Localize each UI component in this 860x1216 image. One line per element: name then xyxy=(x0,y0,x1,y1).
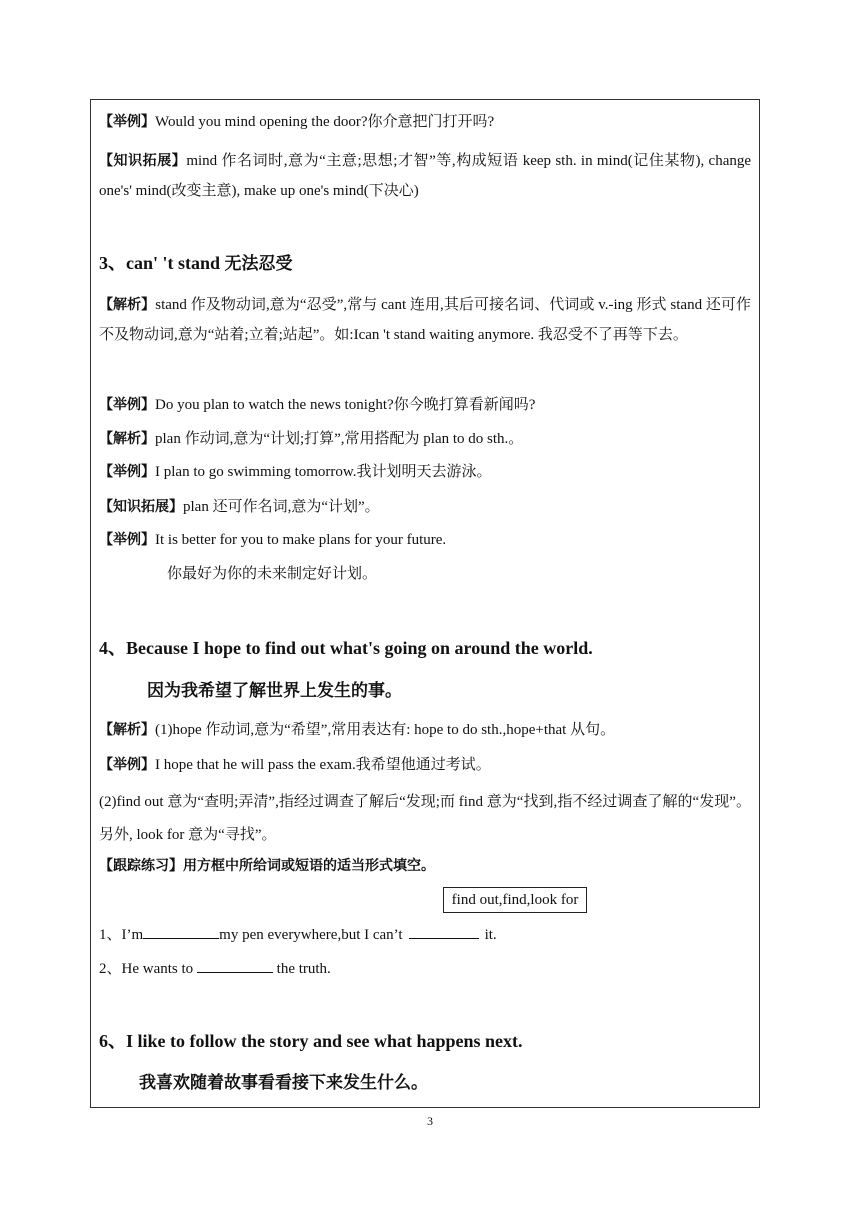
example-tag: 【举例】 xyxy=(99,397,155,413)
example-line xyxy=(99,462,751,482)
analysis-hope xyxy=(99,720,751,740)
extension-tag: 【知识拓展】 xyxy=(99,499,183,515)
content-table-cell xyxy=(90,99,760,1108)
extension-tag: 【知识拓展】 xyxy=(99,153,187,169)
example-line xyxy=(99,530,751,550)
analysis-plan xyxy=(99,429,751,449)
practice-text: 用方框中所给词或短语的适当形式填空。 xyxy=(183,858,435,874)
extension-text: plan 还可作名词,意为“计划”。 xyxy=(183,499,380,515)
section-4-heading-cn xyxy=(99,678,751,703)
example-tag: 【举例】 xyxy=(99,532,155,548)
exercise-1-blank-2[interactable] xyxy=(409,924,479,939)
exercise-2-start: 2、He wants to xyxy=(99,961,194,977)
exercise-1-blank-1[interactable] xyxy=(143,924,219,939)
section-6-heading-cn xyxy=(99,1070,751,1095)
analysis-tag: 【解析】 xyxy=(99,297,156,313)
example-translation: 你最好为你的未来制定好计划。 xyxy=(167,566,378,582)
example-text: I hope that he will pass the exam.我希望他通过考试。 xyxy=(155,757,491,773)
analysis-text: (1)hope 作动词,意为“希望”,常用表达有: hope to do sth.,hope+that 从句。 xyxy=(155,722,616,738)
knowledge-extension xyxy=(99,497,751,517)
section-3-title: 3、can' 't stand xyxy=(99,253,225,273)
extension-text: mind 作名词时,意为“主意;思想;才智”等,构成短语 keep sth. in mind(记住某物), change one's' mind(改变主意), make up one's mind(下决心) xyxy=(99,153,752,199)
word-box: find out,find,look for xyxy=(443,887,588,913)
example-line xyxy=(99,395,751,415)
practice-instruction xyxy=(99,856,751,876)
exercise-2-end: the truth. xyxy=(276,961,331,977)
analysis-text: stand 作及物动词,意为“忍受”,常与 cant 连用,其后可接名词、代词或 v.-ing 形式 stand 还可作不及物动词,意为“站着;立着;站起”。如:Ican 't stand waiting anymore. 我忍受不了再等下去。 xyxy=(99,297,751,343)
knowledge-extension xyxy=(99,146,751,206)
example-line xyxy=(99,755,751,775)
example-tag: 【举例】 xyxy=(99,114,155,130)
example-text: It is better for you to make plans for your future. xyxy=(155,532,447,548)
exercise-1 xyxy=(99,924,751,945)
analysis-text: plan 作动词,意为“计划;打算”,常用搭配为 plan to do sth.。 xyxy=(155,431,524,447)
section-3-title-cn: 无法忍受 xyxy=(224,254,293,274)
analysis-find-out: (2)find out 意为“查明;弄清”,指经过调查了解后“发现;而 find 意为“找到,指不经过调查了解的“发现”。另外, look for 意为“寻找”。 xyxy=(99,794,751,843)
word-box-row xyxy=(91,887,759,913)
page-number: 3 xyxy=(427,1114,433,1128)
exercise-1-middle: my pen everywhere,but I can’t xyxy=(219,927,403,943)
section-4-title-cn: 因为我希望了解世界上发生的事。 xyxy=(147,681,402,701)
analysis-stand xyxy=(99,290,751,350)
section-6-title-cn: 我喜欢随着故事看看接下来发生什么。 xyxy=(139,1073,428,1093)
example-line xyxy=(99,112,751,132)
section-6-heading: 6、I like to follow the story and see what happens next. xyxy=(99,1031,523,1051)
analysis-tag: 【解析】 xyxy=(99,722,155,738)
exercise-2-blank[interactable] xyxy=(197,958,273,973)
example-text: Do you plan to watch the news tonight?你今晚打算看新闻吗? xyxy=(155,397,536,413)
exercise-2 xyxy=(99,958,751,979)
analysis-tag: 【解析】 xyxy=(99,431,155,447)
example-tag: 【举例】 xyxy=(99,757,155,773)
exercise-1-start: 1、I’m xyxy=(99,927,144,943)
exercise-1-end: it. xyxy=(484,927,497,943)
example-text: Would you mind opening the door?你介意把门打开吗? xyxy=(155,114,495,130)
example-text: I plan to go swimming tomorrow.我计划明天去游泳。 xyxy=(155,464,492,480)
section-4-heading: 4、Because I hope to find out what's going on around the world. xyxy=(99,638,593,658)
section-3-heading xyxy=(99,251,751,276)
example-tag: 【举例】 xyxy=(99,464,155,480)
practice-tag: 【跟踪练习】 xyxy=(99,858,183,874)
